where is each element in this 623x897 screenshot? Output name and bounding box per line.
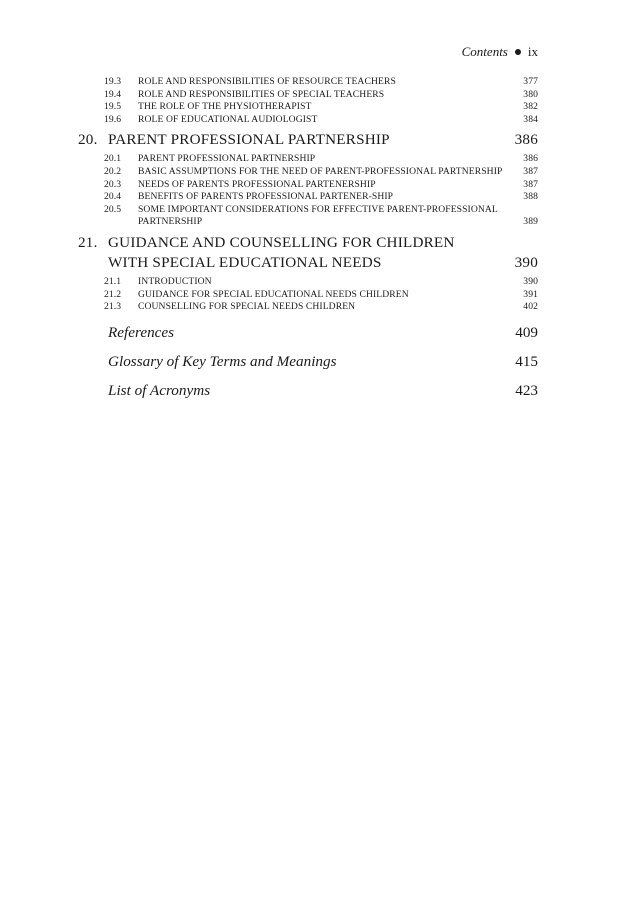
chapter-number: 21.: [78, 233, 98, 251]
table-of-contents: [78, 76, 538, 401]
section-page: 386: [523, 153, 538, 165]
section-number: 20.2: [104, 165, 122, 177]
section-title: NEEDS OF PARENTS PROFESSIONAL PARTENERSHIP: [138, 178, 376, 190]
toc-section-19-3[interactable]: [78, 76, 538, 89]
section-page: 388: [523, 191, 538, 203]
section-title: ROLE AND RESPONSIBILITIES OF RESOURCE TEACHERS: [138, 76, 396, 87]
toc-section-20-5[interactable]: [78, 204, 538, 229]
toc-section-21-2[interactable]: [78, 289, 538, 302]
entry-page: 415: [515, 352, 538, 370]
toc-section-21-1[interactable]: [78, 276, 538, 289]
section-page: 390: [523, 275, 538, 287]
section-title: BENEFITS OF PARENTS PROFESSIONAL PARTENER-SHIP: [138, 191, 394, 203]
section-number: 20.5: [104, 203, 122, 215]
section-number: 21.1: [104, 275, 122, 287]
bullet-icon: [515, 49, 521, 55]
section-title: INTRODUCTION: [138, 275, 212, 287]
section-number: 21.3: [104, 301, 122, 313]
section-number: 20.1: [104, 153, 122, 165]
toc-chapter-21[interactable]: [78, 233, 538, 273]
toc-section-19-6[interactable]: [78, 114, 538, 127]
section-title: ROLE OF EDUCATIONAL AUDIOLOGIST: [138, 113, 318, 125]
toc-section-20-3[interactable]: [78, 179, 538, 192]
chapter-title: GUIDANCE AND COUNSELLING FOR CHILDREN WITH SPECIAL EDUCATIONAL NEEDS: [108, 233, 455, 271]
section-number: 19.3: [104, 76, 122, 87]
section-page: 402: [523, 301, 538, 313]
section-title: GUIDANCE FOR SPECIAL EDUCATIONAL NEEDS CHILDREN: [138, 288, 409, 300]
entry-page: 409: [515, 323, 538, 341]
section-page: 382: [523, 101, 538, 113]
section-title: SOME IMPORTANT CONSIDERATIONS FOR EFFECTIVE PARENT-PROFESSIONAL PARTNERSHIP: [138, 203, 498, 228]
section-number: 20.3: [104, 178, 122, 190]
section-title: BASIC ASSUMPTIONS FOR THE NEED OF PARENT-PROFESSIONAL PARTNERSHIP: [138, 165, 503, 177]
section-number: 19.4: [104, 88, 122, 100]
section-number: 20.4: [104, 191, 122, 203]
chapter-page: 386: [514, 131, 538, 149]
toc-section-21-3[interactable]: [78, 301, 538, 314]
toc-chapter-20[interactable]: [78, 130, 538, 150]
section-title: COUNSELLING FOR SPECIAL NEEDS CHILDREN: [138, 301, 356, 313]
section-title: PARENT PROFESSIONAL PARTNERSHIP: [138, 153, 316, 165]
toc-references[interactable]: [78, 323, 538, 343]
toc-section-19-5[interactable]: [78, 101, 538, 114]
header-section-title: Contents: [461, 44, 508, 59]
section-page: 387: [523, 165, 538, 177]
chapter-page: 390: [514, 253, 538, 271]
entry-page: 423: [515, 381, 538, 399]
section-page: 387: [523, 178, 538, 190]
toc-section-20-1[interactable]: [78, 153, 538, 166]
section-title: ROLE AND RESPONSIBILITIES OF SPECIAL TEACHERS: [138, 88, 385, 100]
toc-glossary[interactable]: [78, 352, 538, 372]
entry-title: List of Acronyms: [108, 381, 211, 399]
toc-section-20-4[interactable]: [78, 191, 538, 204]
section-number: 21.2: [104, 288, 122, 300]
chapter-number: 20.: [78, 131, 98, 149]
section-page: 389: [523, 216, 538, 228]
section-page: 391: [523, 288, 538, 300]
header-page-number: ix: [527, 44, 538, 59]
section-number: 19.5: [104, 101, 122, 113]
section-number: 19.6: [104, 113, 122, 125]
section-page: 380: [523, 88, 538, 100]
toc-section-20-2[interactable]: [78, 166, 538, 179]
section-page: 377: [523, 76, 538, 87]
entry-title: Glossary of Key Terms and Meanings: [108, 352, 337, 370]
entry-title: References: [108, 323, 175, 341]
running-header: [462, 44, 538, 60]
toc-acronyms[interactable]: [78, 381, 538, 401]
chapter-title: PARENT PROFESSIONAL PARTNERSHIP: [108, 131, 390, 149]
section-page: 384: [523, 113, 538, 125]
toc-section-19-4[interactable]: [78, 89, 538, 102]
section-title: THE ROLE OF THE PHYSIOTHERAPIST: [138, 101, 312, 113]
